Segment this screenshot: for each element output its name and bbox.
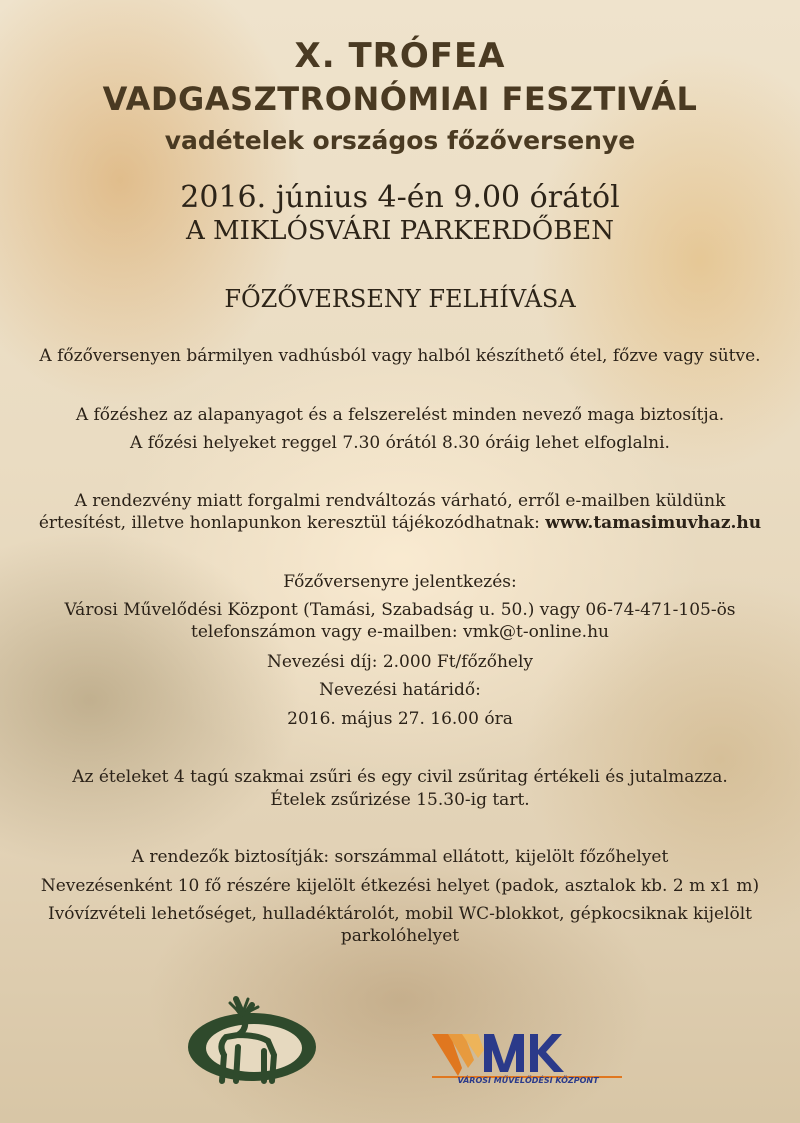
paragraph-traffic-1: A rendezvény miatt forgalmi rendváltozás várható, erről e-mailben küldünk <box>74 491 726 511</box>
event-date: 2016. június 4-én 9.00 órától <box>180 180 620 215</box>
organizer-line-3: Ivóvízvételi lehetőséget, hulladéktárolót, mobil WC-blokkot, gépkocsiknak kijelölt <box>47 904 753 924</box>
vmk-caption: VÁROSI MŰVELŐDÉSI KÖZPONT <box>457 1076 599 1085</box>
title-line-1: X. TRÓFEA <box>294 36 506 76</box>
jury-line-2: Ételek zsűrizése 15.30-ig tart. <box>270 790 530 810</box>
organizer-line-4: parkolóhelyet <box>340 926 460 946</box>
event-place: A MIKLÓSVÁRI PARKERDŐBEN <box>185 216 615 246</box>
paragraph-food: A főzőversenyen bármilyen vadhúsból vagy halból készíthető étel, főzve vagy sütve. <box>39 346 761 366</box>
jury-line-1: Az ételeket 4 tagú szakmai zsűri és egy civil zsűritag értékeli és jutalmazza. <box>72 767 728 787</box>
organizer-line-1: A rendezők biztosítják: sorszámmal ellátott, kijelölt főzőhelyet <box>131 847 669 867</box>
title-line-2: VADGASZTRONÓMIAI FESZTIVÁL <box>102 80 698 118</box>
organizer-line-2: Nevezésenként 10 fő részére kijelölt étkezési helyet (padok, asztalok kb. 2 m x1 m) <box>40 876 760 896</box>
registration-line-1: Városi Művelődési Központ (Tamási, Szabadság u. 50.) vagy 06-74-471-105-ös <box>64 600 736 620</box>
registration-title: Főzőversenyre jelentkezés: <box>283 572 517 592</box>
paragraph-equipment: A főzéshez az alapanyagot és a felszerelést minden nevező maga biztosítja. <box>75 405 725 425</box>
traffic-text: értesítést, illetve honlapunkon keresztül tájékozódhatnak: <box>38 513 546 533</box>
paragraph-traffic-2 <box>0 513 800 533</box>
entry-fee: Nevezési díj: 2.000 Ft/főzőhely <box>266 652 534 672</box>
website-link[interactable]: www.tamasimuvhaz.hu <box>545 513 762 533</box>
call-title: FŐZŐVERSENY FELHÍVÁSA <box>224 285 576 313</box>
paragraph-places: A főzési helyeket reggel 7.30 órától 8.30 óráig lehet elfoglalni. <box>130 433 670 453</box>
deer-emblem-icon <box>178 995 318 1085</box>
deadline-value: 2016. május 27. 16.00 óra <box>287 709 513 729</box>
title-line-3: vadételek országos főzőversenye <box>164 126 636 155</box>
registration-line-2: telefonszámon vagy e-mailben: vmk@t-online.hu <box>191 622 609 642</box>
deadline-label: Nevezési határidő: <box>319 680 481 700</box>
